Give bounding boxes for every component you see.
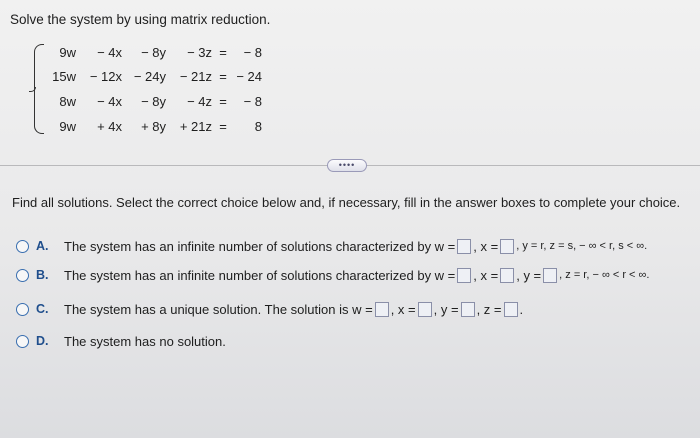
choice-c-label: The system has a unique solution. The solution is w = — [64, 301, 373, 317]
answer-box-c-y[interactable] — [461, 302, 475, 317]
eq2-z: − 21z — [179, 69, 212, 84]
eq4-y: + 8y — [141, 119, 166, 134]
choice-a-part1: , x = — [473, 238, 499, 254]
radio-a[interactable] — [16, 240, 29, 253]
radio-c[interactable] — [16, 303, 29, 316]
answer-box-c-x[interactable] — [418, 302, 432, 317]
choice-b-part1: , x = — [473, 267, 499, 283]
choice-c-text — [64, 302, 523, 317]
equation-system — [34, 38, 274, 138]
answer-box-c-w[interactable] — [375, 302, 389, 317]
choice-b-label: The system has an infinite number of solutions characterized by w = — [64, 267, 456, 283]
eq2-rhs: − 24 — [236, 69, 262, 84]
eq4-rhs: 8 — [254, 119, 262, 134]
eq4-z: + 21z — [179, 119, 212, 134]
choice-a-label: The system has an infinite number of solutions characterized by w = — [64, 238, 456, 254]
radio-d[interactable] — [16, 335, 29, 348]
eq2-w: 15w — [52, 69, 76, 84]
choice-d-text — [64, 334, 226, 349]
expand-more-button[interactable]: •••• — [327, 159, 367, 172]
choice-c-part4: . — [519, 301, 524, 317]
choice-c-letter: C. — [36, 302, 49, 316]
choice-b-part3: , z = r, − ∞ < r < ∞. — [559, 269, 650, 281]
eq3-x: − 4x — [97, 94, 122, 109]
eq1-y: − 8y — [141, 45, 166, 60]
choice-c[interactable] — [16, 299, 523, 319]
eq3-z: − 4z — [187, 94, 212, 109]
choice-d-label: The system has no solution. — [64, 333, 226, 349]
choice-d[interactable] — [16, 331, 226, 351]
choice-c-part3: , z = — [476, 301, 502, 317]
eq1-w: 9w — [59, 45, 76, 60]
eq4-w: 9w — [59, 119, 76, 134]
choice-a-letter: A. — [36, 239, 49, 253]
answer-box-b-x[interactable] — [500, 268, 514, 283]
choice-b-letter: B. — [36, 268, 49, 282]
answer-box-b-y[interactable] — [543, 268, 557, 283]
choice-a[interactable] — [16, 236, 647, 256]
left-brace — [34, 44, 44, 134]
choice-a-text — [64, 239, 647, 254]
eq3-y: − 8y — [141, 94, 166, 109]
answer-box-b-w[interactable] — [457, 268, 471, 283]
eq3-rhs: − 8 — [243, 94, 262, 109]
choice-a-part2: , y = r, z = s, − ∞ < r, s < ∞. — [516, 240, 648, 252]
choice-c-part2: , y = — [433, 301, 459, 317]
answer-box-c-z[interactable] — [504, 302, 518, 317]
answer-box-a-w[interactable] — [457, 239, 471, 254]
eq4-equals: = — [219, 119, 227, 134]
choice-b-part2: , y = — [516, 267, 542, 283]
choice-c-part1: , x = — [390, 301, 416, 317]
choice-b[interactable] — [16, 265, 649, 285]
choice-d-letter: D. — [36, 334, 49, 348]
choice-b-text — [64, 268, 649, 283]
radio-b[interactable] — [16, 269, 29, 282]
answer-box-a-x[interactable] — [500, 239, 514, 254]
eq1-rhs: − 8 — [243, 45, 262, 60]
eq1-z: − 3z — [187, 45, 212, 60]
eq4-x: + 4x — [97, 119, 122, 134]
eq2-equals: = — [219, 69, 227, 84]
question-title: Solve the system by using matrix reduction. — [10, 12, 271, 27]
eq1-x: − 4x — [97, 45, 122, 60]
eq1-equals: = — [219, 45, 227, 60]
eq2-y: − 24y — [133, 69, 166, 84]
instruction-text: Find all solutions. Select the correct choice below and, if necessary, fill in the answer boxes to complete your choice. — [12, 195, 681, 210]
eq3-w: 8w — [59, 94, 76, 109]
eq2-x: − 12x — [89, 69, 122, 84]
eq3-equals: = — [219, 94, 227, 109]
